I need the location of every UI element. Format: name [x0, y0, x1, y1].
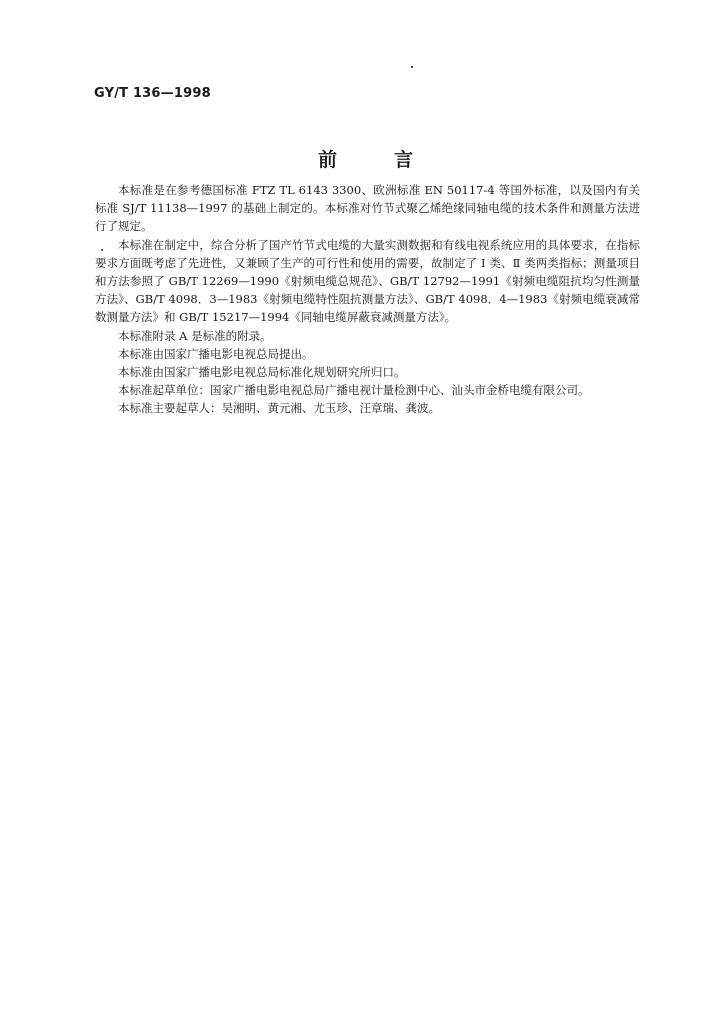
scan-speck	[411, 66, 413, 68]
title-char-1: 前	[318, 149, 338, 171]
title-char-2: 言	[393, 149, 413, 171]
paragraph-drafting-units: 本标准起草单位：国家广播电影电视总局广播电视计量检测中心、汕头市金桥电缆有限公司。	[118, 383, 590, 398]
foreword-body	[95, 181, 640, 418]
paragraph-appendix: 本标准附录 A 是标准的附录。	[118, 328, 272, 343]
page-title	[318, 145, 413, 172]
paragraph-reference-standards: 本标准是在参考德国标准 FTZ TL 6143 3300、欧洲标准 EN 50117-4 等国外标准，以及国内有关标准 SJ/T 11138—1997 的基础上制定的。本标准对竹节式聚乙烯绝缘同轴电缆的技术条件和测量方法进行了规定。	[95, 183, 640, 234]
paragraph-proposed-by: 本标准由国家广播电影电视总局提出。	[118, 346, 314, 361]
paragraph-under-jurisdiction: 本标准由国家广播电影电视总局标准化规划研究所归口。	[118, 365, 406, 380]
paragraph-drafters: 本标准主要起草人：吴湘明、黄元湘、尤玉珍、汪章瑞、龚波。	[118, 401, 440, 416]
paragraph-drafting-basis: 本标准在制定中，综合分析了国产竹节式电缆的大量实测数据和有线电视系统应用的具体要求，在指标要求方面既考虑了先进性，又兼顾了生产的可行性和使用的需要，故制定了 Ⅰ 类、Ⅱ 类两类指标；测量项目和方法参照了 GB/T 12269—1990《射频电缆总规范》、GB/T 12792—1991《射频电缆阻抗均匀性测量方法》、GB/T 4098．3—1983《射频电缆特性阻抗测量方法》、GB/T 4098．4—1983《射频电缆衰减常数测量方法》和 GB/T 15217—1994《同轴电缆屏蔽衰减测量方法》。	[95, 237, 640, 325]
standard-number: GY/T 136—1998	[94, 86, 211, 101]
